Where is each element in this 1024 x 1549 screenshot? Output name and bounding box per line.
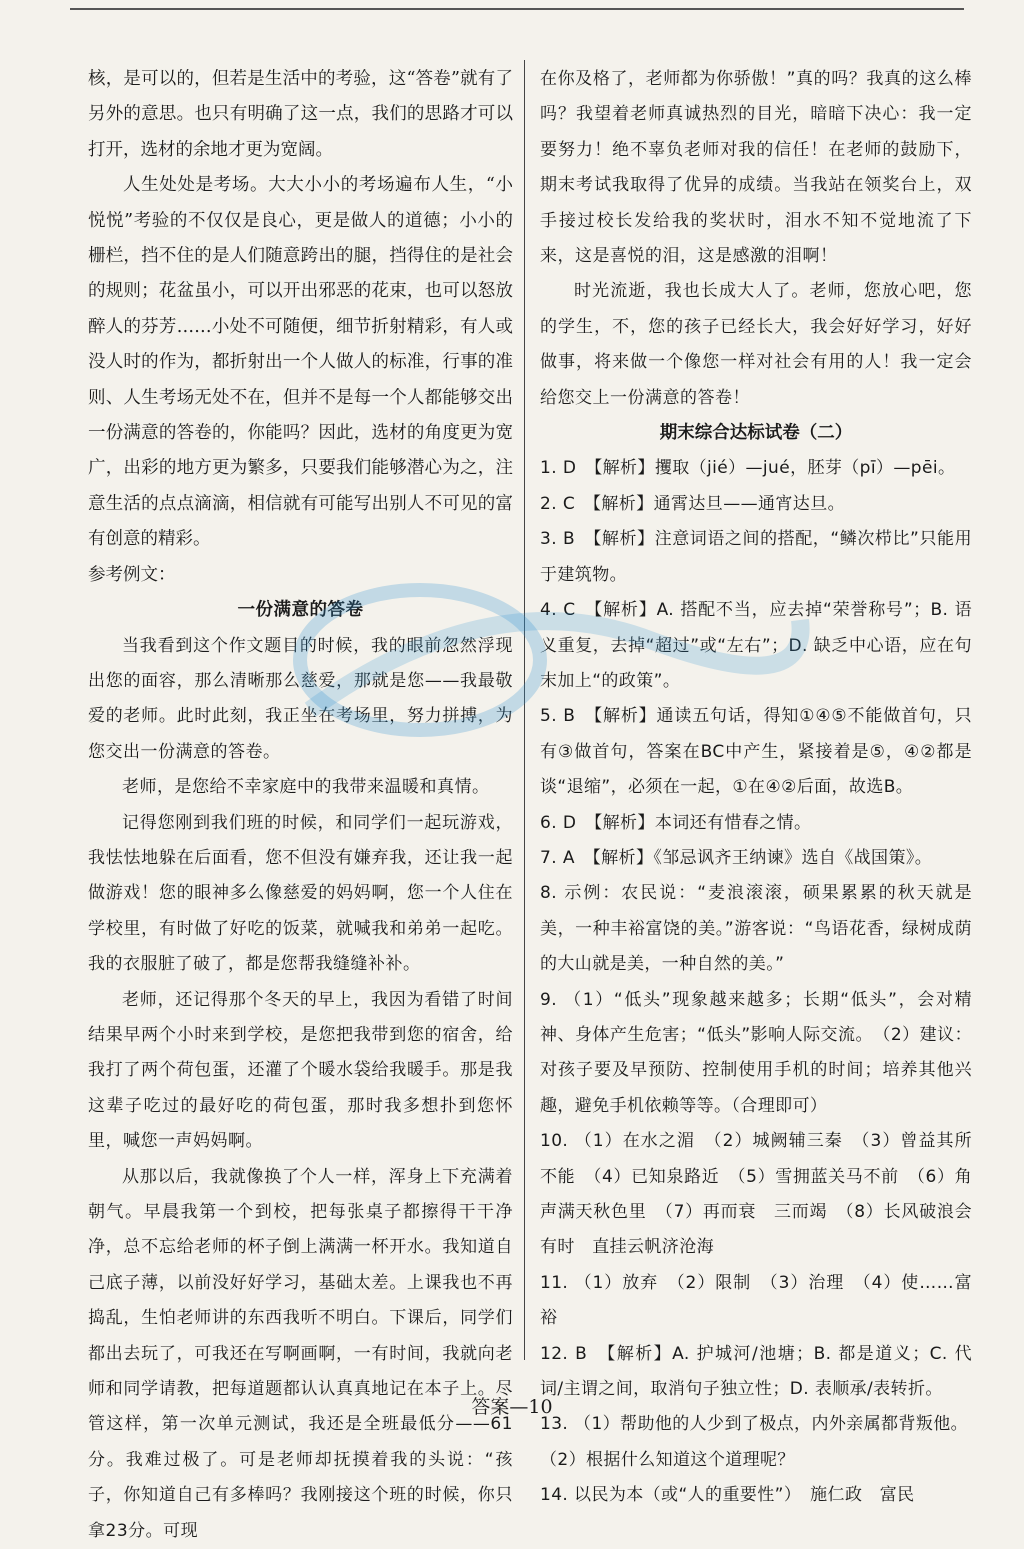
essay-paragraph: 老师，是您给不幸家庭中的我带来温暖和真情。	[122, 777, 490, 798]
answer-item: 5. B 【解析】通读五句话，得知①④⑤不能做首句，只有③做首句，答案在BC中产生，紧接着是⑤，④②都是谈“退缩”，必须在一起，①在④②后面，故选B。	[540, 706, 972, 798]
top-rule	[70, 8, 964, 10]
essay-paragraph: 老师，还记得那个冬天的早上，我因为看错了时间结果早两个小时来到学校，是您把我带到您的宿舍，给我打了两个荷包蛋，还灌了个暖水袋给我暖手。那是我这辈子吃过的最好吃的荷包蛋，那时我多想扑到您怀里，喊您一声妈妈啊。	[88, 989, 513, 1152]
essay-paragraph: 在你及格了，老师都为你骄傲！”真的吗？我真的这么棒吗？我望着老师真诚热烈的目光，暗暗下决心：我一定要努力！绝不辜负老师对我的信任！在老师的鼓励下，期末考试我取得了优异的成绩。当我站在领奖台上，双手接过校长发给我的奖状时，泪水不知不觉地流了下来，这是喜悦的泪，这是感激的泪啊！	[540, 69, 972, 267]
answer-item: 4. C 【解析】A. 搭配不当，应去掉“荣誉称号”；B. 语义重复，去掉“超过”或“左右”；D. 缺乏中心语，应在句末加上“的政策”。	[540, 600, 972, 691]
answer-item: 13. （1）帮助他的人少到了极点，内外亲属都背叛他。	[540, 1414, 969, 1435]
paragraph: 核，是可以的，但若是生活中的考验，这“答卷”就有了另外的意思。也只有明确了这一点，我们的思路才可以打开，选材的余地才更为宽阔。	[88, 69, 513, 160]
page-number: 答案—10	[471, 1396, 553, 1418]
answer-item: （2）根据什么知道这个道理呢？	[540, 1449, 795, 1470]
answer-item: 3. B 【解析】注意词语之间的搭配，“鳞次栉比”只能用于建筑物。	[540, 529, 972, 585]
answer-item: 10. （1）在水之湄 （2）城阙辅三秦 （3）曾益其所不能 （4）已知泉路近 （5）雪拥蓝关马不前 （6）角声满天秋色里 （7）再而衰 三而竭 （8）长风破浪会有时 直挂云帆济沧海	[540, 1131, 972, 1258]
paragraph: 人生处处是考场。大大小小的考场遍布人生，“小悦悦”考验的不仅仅是良心，更是做人的道德；小小的栅栏，挡不住的是人们随意跨出的腿，挡得住的是社会的规则；花盆虽小，可以开出邪恶的花束，也可以怒放醉人的芬芳……小处不可随便，细节折射精彩，有人或没人时的作为，都折射出一个人做人的标准，行事的准则、人生考场无处不在，但并不是每一个人都能够交出一份满意的答卷的，你能吗？因此，选材的角度更为宽广，出彩的地方更为繁多，只要我们能够潜心为之，注意生活的点点滴滴，相信就有可能写出别人不可见的富有创意的精彩。	[88, 175, 513, 550]
answer-item: 1. D 【解析】攫取（jié）—jué，胚芽（pī）—pēi。	[540, 458, 956, 479]
answer-item: 2. C 【解析】通霄达旦——通宵达旦。	[540, 493, 845, 514]
essay-paragraph: 当我看到这个作文题目的时候，我的眼前忽然浮现出您的面容，那么清晰那么慈爱，那就是您——我最敬爱的老师。此时此刻，我正坐在考场里，努力拼搏，为您交出一份满意的答卷。	[88, 635, 513, 762]
essay-paragraph: 记得您刚到我们班的时候，和同学们一起玩游戏，我怯怯地躲在后面看，您不但没有嫌弃我，还让我一起做游戏！您的眼神多么像慈爱的妈妈啊，您一个人住在学校里，有时做了好吃的饭菜，就喊我和弟弟一起吃。我的衣服脏了破了，都是您帮我缝缝补补。	[88, 812, 513, 975]
sample-essay-continued	[540, 62, 972, 416]
answer-item: 8. 示例：农民说：“麦浪滚滚，硕果累累的秋天就是美，一种丰裕富饶的美。”游客说：“鸟语花香，绿树成荫的大山就是美，一种自然的美。”	[540, 883, 972, 975]
essay-title: 一份满意的答卷	[237, 600, 364, 621]
answer-item: 11. （1）放弃 （2）限制 （3）治理 （4）使……富裕	[540, 1272, 972, 1329]
answer-item: 6. D 【解析】本词还有惜春之情。	[540, 812, 812, 833]
reference-label: 参考例文：	[88, 564, 176, 585]
essay-paragraph: 从那以后，我就像换了个人一样，浑身上下充满着朝气。早晨我第一个到校，把每张桌子都擦得干干净净，总不忘给老师的杯子倒上满满一杯开水。我知道自己底子薄，以前没好好学习，基础太差。上课我也不再捣乱，生怕老师讲的东西我听不明白。下课后，同学们都出去玩了，可我还在写啊画啊，一有时间，我就向老师和同学请教，把每道题都认认真真地记在本子上。尽管这样，第一次单元测试，我还是全班最低分——61分。我难过极了。可是老师却抚摸着我的头说：“孩子，你知道自己有多棒吗？我刚接这个班的时候，你只拿23分。可现	[88, 1166, 513, 1541]
column-divider	[524, 60, 525, 1360]
right-column	[540, 62, 972, 1514]
answer-item: 14. 以民为本（或“人的重要性”） 施仁政 富民	[540, 1485, 915, 1506]
answer-item: 12. B 【解析】A. 护城河/池塘；B. 都是道义；C. 代词/主谓之间，取消句子独立性；D. 表顺承/表转折。	[540, 1343, 972, 1400]
answer-item: 7. A 【解析】《邹忌讽齐王纳谏》选自《战国策》。	[540, 847, 933, 868]
section-title: 期末综合达标试卷（二）	[659, 423, 853, 444]
essay-paragraph: 时光流逝，我也长成大人了。老师，您放心吧，您的学生，不，您的孩子已经长大，我会好好学习，好好做事，将来做一个像您一样对社会有用的人！我一定会给您交上一份满意的答卷！	[540, 281, 972, 408]
left-column	[88, 62, 513, 1549]
answer-item: 9. （1）“低头”现象越来越多；长期“低头”，会对精神、身体产生危害；“低头”影响人际交流。 （2）建议：对孩子要及早预防、控制使用手机的时间；培养其他兴趣，避免手机依赖等等。（合理即可）	[540, 989, 972, 1116]
answer-list	[540, 451, 972, 1513]
